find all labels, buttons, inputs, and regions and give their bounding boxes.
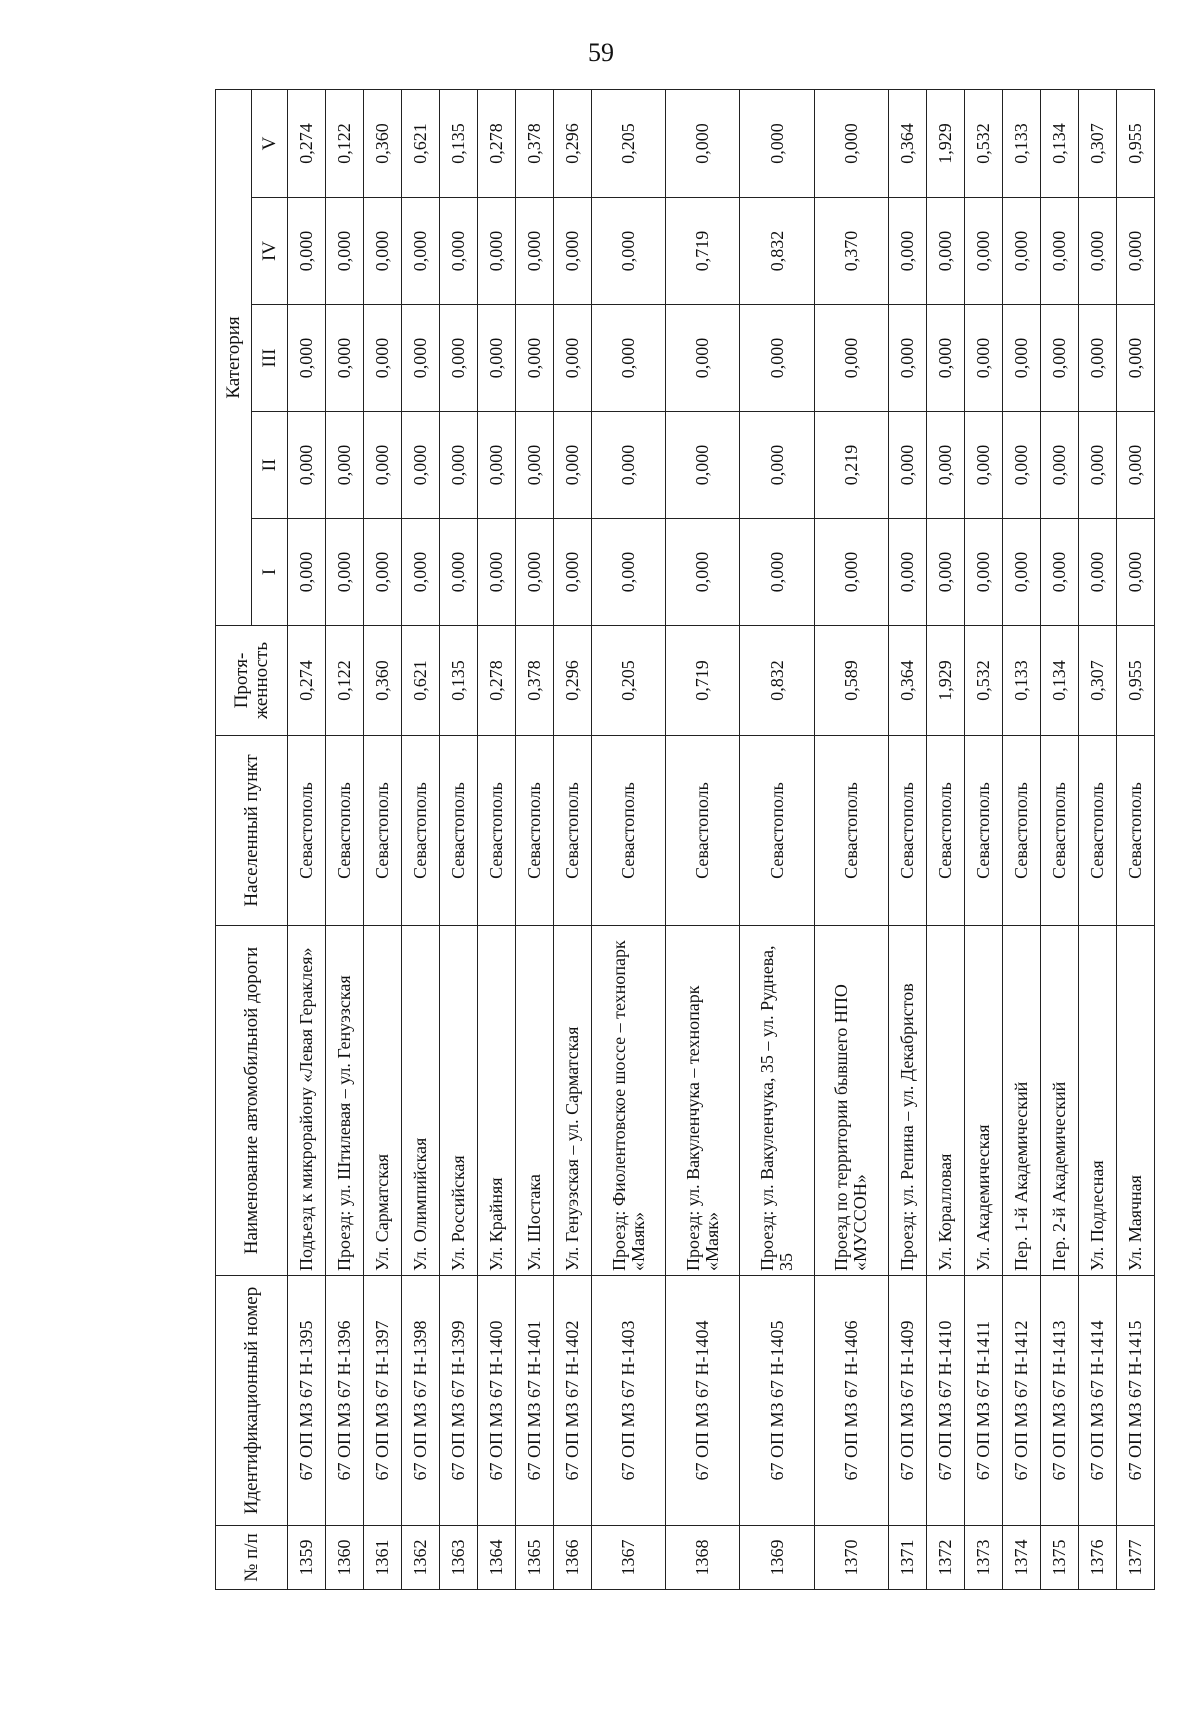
row-cat-1: 0,000: [666, 519, 740, 626]
row-id: 67 ОП МЗ 67 Н-1403: [592, 1276, 666, 1526]
header-category: Категория: [216, 90, 252, 626]
row-cat-3: 0,000: [288, 305, 326, 412]
row-id: 67 ОП МЗ 67 Н-1404: [666, 1276, 740, 1526]
row-cat-3: 0,000: [1116, 305, 1154, 412]
row-id: 67 ОП МЗ 67 Н-1401: [516, 1276, 554, 1526]
row-cat-3: 0,000: [364, 305, 402, 412]
row-length: 1,929: [926, 626, 964, 736]
row-cat-3: 0,000: [1078, 305, 1116, 412]
row-length: 0,360: [364, 626, 402, 736]
table-row: [1040, 90, 1078, 1590]
row-cat-5: 0,122: [326, 90, 364, 198]
row-length: 0,621: [402, 626, 440, 736]
row-cat-3: 0,000: [926, 305, 964, 412]
row-cat-2: 0,000: [666, 412, 740, 519]
row-num: 1361: [364, 1526, 402, 1590]
row-cat-1: 0,000: [964, 519, 1002, 626]
row-num: 1360: [326, 1526, 364, 1590]
row-name: Ул. Крайняя: [478, 926, 516, 1276]
row-cat-4: 0,000: [402, 198, 440, 305]
row-id: 67 ОП МЗ 67 Н-1405: [740, 1276, 814, 1526]
header-num: № п/п: [216, 1526, 288, 1590]
row-place: Севастополь: [888, 736, 926, 926]
row-cat-5: 0,133: [1002, 90, 1040, 198]
row-cat-5: 0,274: [288, 90, 326, 198]
row-cat-2: 0,000: [516, 412, 554, 519]
row-cat-2: 0,000: [478, 412, 516, 519]
table-row: [592, 90, 666, 1590]
row-place: Севастополь: [288, 736, 326, 926]
row-cat-3: 0,000: [740, 305, 814, 412]
row-cat-2: 0,000: [926, 412, 964, 519]
table-row: [402, 90, 440, 1590]
table-row: [554, 90, 592, 1590]
row-cat-2: 0,000: [364, 412, 402, 519]
page-number: 59: [588, 38, 614, 67]
row-name: Проезд: ул. Вакуленчука, 35 – ул. Руднева, 35: [740, 926, 814, 1276]
row-num: 1359: [288, 1526, 326, 1590]
row-name: Ул. Маячная: [1116, 926, 1154, 1276]
row-cat-5: 0,000: [814, 90, 888, 198]
row-place: Севастополь: [814, 736, 888, 926]
row-cat-4: 0,000: [516, 198, 554, 305]
roads-table: [215, 89, 1155, 1590]
row-cat-4: 0,000: [288, 198, 326, 305]
row-num: 1376: [1078, 1526, 1116, 1590]
row-cat-3: 0,000: [440, 305, 478, 412]
row-num: 1372: [926, 1526, 964, 1590]
header-cat-1: I: [252, 519, 288, 626]
row-num: 1363: [440, 1526, 478, 1590]
row-id: 67 ОП МЗ 67 Н-1409: [888, 1276, 926, 1526]
row-length: 0,364: [888, 626, 926, 736]
row-cat-5: 0,955: [1116, 90, 1154, 198]
row-name: Проезд по территории бывшего НПО «МУССОН»: [814, 926, 888, 1276]
row-cat-1: 0,000: [516, 519, 554, 626]
row-cat-2: 0,000: [554, 412, 592, 519]
row-cat-1: 0,000: [740, 519, 814, 626]
row-length: 0,134: [1040, 626, 1078, 736]
row-cat-5: 1,929: [926, 90, 964, 198]
row-cat-4: 0,832: [740, 198, 814, 305]
row-cat-2: 0,000: [592, 412, 666, 519]
row-num: 1365: [516, 1526, 554, 1590]
table-row: [1116, 90, 1154, 1590]
row-cat-4: 0,000: [554, 198, 592, 305]
row-cat-5: 0,307: [1078, 90, 1116, 198]
row-cat-1: 0,000: [288, 519, 326, 626]
row-num: 1366: [554, 1526, 592, 1590]
row-name: Пер. 1-й Академический: [1002, 926, 1040, 1276]
row-cat-1: 0,000: [814, 519, 888, 626]
row-cat-5: 0,621: [402, 90, 440, 198]
table-row: [516, 90, 554, 1590]
row-place: Севастополь: [1040, 736, 1078, 926]
row-num: 1362: [402, 1526, 440, 1590]
row-cat-2: 0,000: [1040, 412, 1078, 519]
row-name: Ул. Коралловая: [926, 926, 964, 1276]
row-place: Севастополь: [440, 736, 478, 926]
row-id: 67 ОП МЗ 67 Н-1410: [926, 1276, 964, 1526]
row-cat-4: 0,000: [1116, 198, 1154, 305]
row-place: Севастополь: [740, 736, 814, 926]
row-name: Ул. Сарматская: [364, 926, 402, 1276]
row-cat-2: 0,219: [814, 412, 888, 519]
row-num: 1367: [592, 1526, 666, 1590]
row-name: Проезд: ул. Штилевая – ул. Генуэзская: [326, 926, 364, 1276]
row-place: Севастополь: [402, 736, 440, 926]
table-row: [888, 90, 926, 1590]
table-row: [666, 90, 740, 1590]
row-num: 1373: [964, 1526, 1002, 1590]
row-cat-3: 0,000: [554, 305, 592, 412]
row-length: 0,832: [740, 626, 814, 736]
row-cat-2: 0,000: [440, 412, 478, 519]
row-num: 1377: [1116, 1526, 1154, 1590]
row-name: Ул. Олимпийская: [402, 926, 440, 1276]
row-cat-1: 0,000: [402, 519, 440, 626]
row-place: Севастополь: [478, 736, 516, 926]
row-place: Севастополь: [1116, 736, 1154, 926]
row-length: 0,133: [1002, 626, 1040, 736]
row-place: Севастополь: [964, 736, 1002, 926]
row-cat-4: 0,000: [888, 198, 926, 305]
row-place: Севастополь: [364, 736, 402, 926]
row-id: 67 ОП МЗ 67 Н-1413: [1040, 1276, 1078, 1526]
row-cat-1: 0,000: [926, 519, 964, 626]
row-id: 67 ОП МЗ 67 Н-1400: [478, 1276, 516, 1526]
header-cat-2: II: [252, 412, 288, 519]
row-cat-4: 0,000: [1002, 198, 1040, 305]
row-cat-3: 0,000: [592, 305, 666, 412]
row-id: 67 ОП МЗ 67 Н-1414: [1078, 1276, 1116, 1526]
row-place: Севастополь: [666, 736, 740, 926]
row-cat-2: 0,000: [740, 412, 814, 519]
row-name: Ул. Академическая: [964, 926, 1002, 1276]
row-cat-3: 0,000: [964, 305, 1002, 412]
row-cat-1: 0,000: [1078, 519, 1116, 626]
row-cat-4: 0,000: [440, 198, 478, 305]
table-row: [288, 90, 326, 1590]
row-cat-3: 0,000: [888, 305, 926, 412]
row-name: Проезд: Фиолентовское шоссе – технопарк «Маяк»: [592, 926, 666, 1276]
row-cat-5: 0,360: [364, 90, 402, 198]
row-cat-4: 0,000: [326, 198, 364, 305]
row-place: Севастополь: [554, 736, 592, 926]
row-cat-3: 0,000: [478, 305, 516, 412]
row-cat-4: 0,719: [666, 198, 740, 305]
row-num: 1368: [666, 1526, 740, 1590]
header-cat-3: III: [252, 305, 288, 412]
row-cat-1: 0,000: [888, 519, 926, 626]
row-cat-2: 0,000: [964, 412, 1002, 519]
row-cat-1: 0,000: [440, 519, 478, 626]
row-cat-2: 0,000: [326, 412, 364, 519]
row-cat-4: 0,370: [814, 198, 888, 305]
table-row: [326, 90, 364, 1590]
row-cat-3: 0,000: [666, 305, 740, 412]
row-cat-1: 0,000: [1116, 519, 1154, 626]
row-cat-2: 0,000: [1116, 412, 1154, 519]
rotated-table-container: [215, 90, 1155, 1590]
row-id: 67 ОП МЗ 67 Н-1396: [326, 1276, 364, 1526]
row-length: 0,307: [1078, 626, 1116, 736]
row-cat-1: 0,000: [1040, 519, 1078, 626]
row-id: 67 ОП МЗ 67 Н-1398: [402, 1276, 440, 1526]
row-cat-1: 0,000: [554, 519, 592, 626]
row-length: 0,378: [516, 626, 554, 736]
header-id: Идентификационный номер: [216, 1276, 288, 1526]
row-cat-1: 0,000: [364, 519, 402, 626]
row-cat-2: 0,000: [402, 412, 440, 519]
row-cat-3: 0,000: [814, 305, 888, 412]
table-row: [1078, 90, 1116, 1590]
row-cat-2: 0,000: [1002, 412, 1040, 519]
row-cat-5: 0,278: [478, 90, 516, 198]
row-cat-2: 0,000: [888, 412, 926, 519]
row-cat-5: 0,378: [516, 90, 554, 198]
row-num: 1374: [1002, 1526, 1040, 1590]
row-place: Севастополь: [1078, 736, 1116, 926]
row-place: Севастополь: [516, 736, 554, 926]
row-cat-3: 0,000: [1002, 305, 1040, 412]
row-name: Подъезд к микрорайону «Левая Гераклея»: [288, 926, 326, 1276]
table-row: [1002, 90, 1040, 1590]
row-id: 67 ОП МЗ 67 Н-1397: [364, 1276, 402, 1526]
header-cat-4: IV: [252, 198, 288, 305]
row-name: Проезд: ул. Вакуленчука – технопарк «Маяк»: [666, 926, 740, 1276]
row-cat-4: 0,000: [926, 198, 964, 305]
table-row: [964, 90, 1002, 1590]
row-id: 67 ОП МЗ 67 Н-1412: [1002, 1276, 1040, 1526]
row-place: Севастополь: [1002, 736, 1040, 926]
row-length: 0,589: [814, 626, 888, 736]
row-name: Ул. Подлесная: [1078, 926, 1116, 1276]
row-id: 67 ОП МЗ 67 Н-1406: [814, 1276, 888, 1526]
row-cat-3: 0,000: [1040, 305, 1078, 412]
row-cat-5: 0,000: [740, 90, 814, 198]
row-cat-5: 0,135: [440, 90, 478, 198]
row-num: 1370: [814, 1526, 888, 1590]
row-num: 1375: [1040, 1526, 1078, 1590]
row-id: 67 ОП МЗ 67 Н-1395: [288, 1276, 326, 1526]
row-cat-2: 0,000: [288, 412, 326, 519]
row-id: 67 ОП МЗ 67 Н-1415: [1116, 1276, 1154, 1526]
row-cat-5: 0,000: [666, 90, 740, 198]
row-place: Севастополь: [926, 736, 964, 926]
row-cat-3: 0,000: [402, 305, 440, 412]
row-length: 0,135: [440, 626, 478, 736]
table-row: [440, 90, 478, 1590]
row-num: 1364: [478, 1526, 516, 1590]
row-name: Ул. Генуэзская – ул. Сарматская: [554, 926, 592, 1276]
header-name: Наименование автомобильной дороги: [216, 926, 288, 1276]
row-length: 0,205: [592, 626, 666, 736]
row-name: Проезд: ул. Репина – ул. Декабристов: [888, 926, 926, 1276]
row-length: 0,122: [326, 626, 364, 736]
row-cat-2: 0,000: [1078, 412, 1116, 519]
row-cat-1: 0,000: [326, 519, 364, 626]
header-length: Протя-женность: [216, 626, 288, 736]
table-row: [740, 90, 814, 1590]
row-name: Ул. Российская: [440, 926, 478, 1276]
row-length: 0,278: [478, 626, 516, 736]
row-cat-4: 0,000: [1078, 198, 1116, 305]
row-cat-5: 0,134: [1040, 90, 1078, 198]
header-cat-5: V: [252, 90, 288, 198]
row-cat-5: 0,532: [964, 90, 1002, 198]
row-cat-4: 0,000: [592, 198, 666, 305]
row-id: 67 ОП МЗ 67 Н-1399: [440, 1276, 478, 1526]
row-cat-4: 0,000: [364, 198, 402, 305]
row-cat-3: 0,000: [516, 305, 554, 412]
row-id: 67 ОП МЗ 67 Н-1402: [554, 1276, 592, 1526]
table-row: [926, 90, 964, 1590]
row-cat-5: 0,364: [888, 90, 926, 198]
table-row: [478, 90, 516, 1590]
row-place: Севастополь: [326, 736, 364, 926]
row-cat-1: 0,000: [592, 519, 666, 626]
row-cat-1: 0,000: [478, 519, 516, 626]
header-place: Населенный пункт: [216, 736, 288, 926]
row-cat-3: 0,000: [326, 305, 364, 412]
row-length: 0,296: [554, 626, 592, 736]
row-length: 0,719: [666, 626, 740, 736]
table-body: [288, 90, 1155, 1590]
row-id: 67 ОП МЗ 67 Н-1411: [964, 1276, 1002, 1526]
row-name: Пер. 2-й Академический: [1040, 926, 1078, 1276]
row-cat-4: 0,000: [1040, 198, 1078, 305]
row-num: 1369: [740, 1526, 814, 1590]
row-length: 0,955: [1116, 626, 1154, 736]
row-cat-1: 0,000: [1002, 519, 1040, 626]
row-num: 1371: [888, 1526, 926, 1590]
row-cat-5: 0,205: [592, 90, 666, 198]
table-row: [364, 90, 402, 1590]
row-cat-4: 0,000: [478, 198, 516, 305]
row-cat-4: 0,000: [964, 198, 1002, 305]
row-cat-5: 0,296: [554, 90, 592, 198]
row-length: 0,532: [964, 626, 1002, 736]
row-place: Севастополь: [592, 736, 666, 926]
row-name: Ул. Шостака: [516, 926, 554, 1276]
table-row: [814, 90, 888, 1590]
row-length: 0,274: [288, 626, 326, 736]
